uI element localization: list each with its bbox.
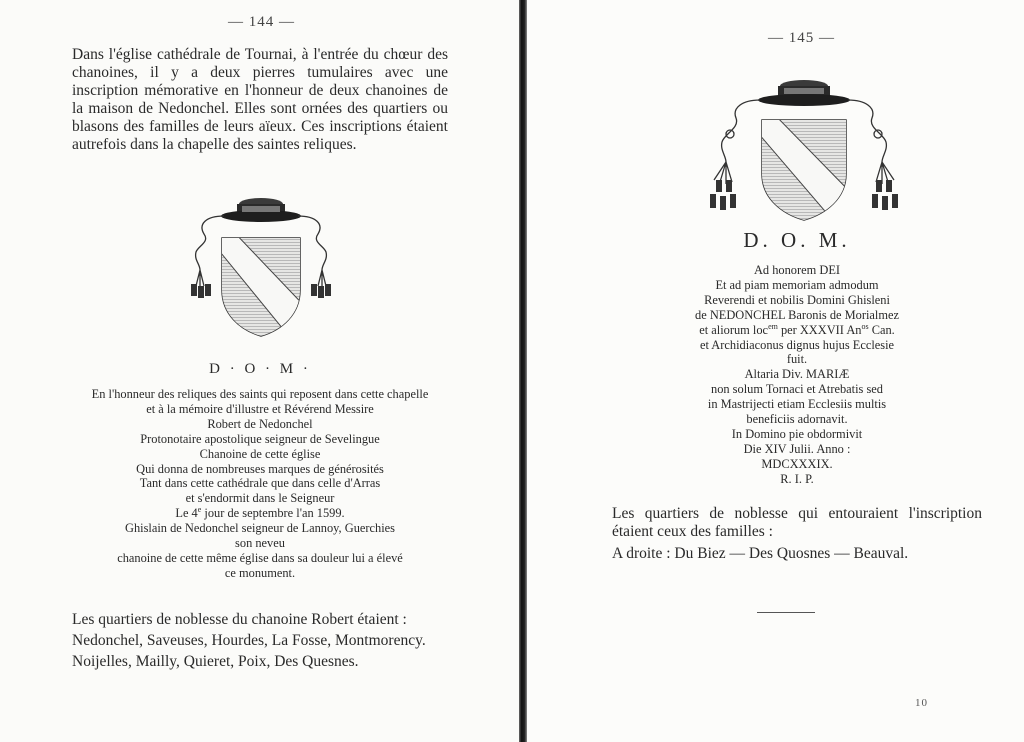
- inscription-line: fuit.: [786, 352, 808, 367]
- inscription-line: Chanoine de cette église: [199, 446, 321, 461]
- quarters-right-families: A droite : Du Biez — Des Quosnes — Beauval.: [612, 545, 909, 562]
- inscription-line: Reverendi et nobilis Domini Ghisleni: [704, 292, 890, 307]
- inscription-line: beneficiis adornavit.: [746, 412, 848, 427]
- inscription-line: in Mastrijecti etiam Ecclesiis multis: [707, 397, 887, 412]
- quarters-paragraph-right: Les quartiers de noblesse qui entouraient l'inscription étaient ceux des familles :: [612, 505, 982, 540]
- inscription-line: Ad honorem DEI: [753, 263, 841, 277]
- coat-of-arms-right: [706, 76, 902, 222]
- quarters-line: Nedonchel, Saveuses, Hourdes, La Fosse, Montmorency.: [72, 632, 426, 649]
- quarters-left: [72, 609, 492, 672]
- inscription-line: non solum Tornaci et Atrebatis sed: [711, 382, 883, 397]
- inscription-right: [587, 263, 1007, 487]
- folio-number: 10: [915, 697, 928, 709]
- page-number-145: — 145 —: [768, 30, 835, 46]
- inscription-line: MDCXXXIX.: [761, 456, 833, 471]
- quarters-line: Les quartiers de noblesse du chanoine Robert étaient :: [72, 611, 407, 628]
- inscription-line: In Domino pie obdormivit: [731, 426, 863, 441]
- shield-right: [752, 112, 856, 222]
- book-gutter: [519, 0, 527, 742]
- inscription-line: et Archidiaconus dignus hujus Ecclesie: [699, 337, 895, 352]
- inscription-line: Et ad piam memoriam admodum: [715, 277, 879, 292]
- page-number-144: — 144 —: [228, 14, 295, 30]
- inscription-line: Qui donna de nombreuses marques de générosités: [136, 461, 384, 476]
- inscription-line: Altaria Div. MARIÆ: [744, 367, 850, 382]
- inscription-line: R. I. P.: [780, 471, 814, 486]
- inscription-line: Die XIV Julii. Anno :: [743, 441, 851, 456]
- galero-hat-right: [758, 80, 850, 106]
- inscription-line: de NEDONCHEL Baronis de Morialmez: [695, 307, 899, 322]
- end-rule: [757, 612, 815, 613]
- inscription-line: et aliorum loc$^{em}$ per XXXVII $An^{os}$ Can.: [699, 321, 895, 337]
- inscription-line: et s'endormit dans le Seigneur: [185, 491, 335, 506]
- shield-left: [212, 230, 312, 340]
- inscription-line: et à la mémoire d'illustre et Révérend Messire: [146, 401, 374, 416]
- right-page: [527, 0, 1024, 742]
- inscription-left: [40, 387, 480, 581]
- inscription-line: Protonotaire apostolique seigneur de Sevelingue: [140, 431, 380, 446]
- dom-heading-left: D · O · M ·: [209, 361, 311, 377]
- inscription-line: ce monument.: [224, 565, 296, 580]
- inscription-line: son neveu: [235, 536, 285, 551]
- inscription-line: chanoine de cette même église dans sa douleur lui a élevé: [117, 550, 403, 565]
- galero-hat-left: [221, 198, 301, 222]
- inscription-date-line: Le 4e jour de septembre l'an 1599.: [175, 505, 345, 521]
- inscription-line: En l'honneur des reliques des saints qui reposent dans cette chapelle: [91, 387, 429, 401]
- inscription-line: Robert de Nedonchel: [207, 416, 313, 431]
- dom-heading-right: D. O. M.: [743, 228, 851, 252]
- inscription-line: Tant dans cette cathédrale que dans celle d'Arras: [139, 476, 381, 491]
- coat-of-arms-left: [182, 190, 340, 340]
- inscription-line: Ghislain de Nedonchel seigneur de Lannoy, Guerchies: [125, 521, 395, 536]
- intro-paragraph: Dans l'église cathédrale de Tournai, à l'entrée du chœur des chanoines, il y a deux pierres tumulaires avec une inscription mémorative en l'honneur de deux chanoines de la maison de Nedonchel. Elles sont ornées des quartiers ou blasons des familles de leurs aïeux. Ces inscriptions étaient autrefois dans la chapelle des saintes reliques.: [72, 46, 448, 153]
- quarters-line: Noijelles, Mailly, Quieret, Poix, Des Quesnes.: [72, 653, 359, 670]
